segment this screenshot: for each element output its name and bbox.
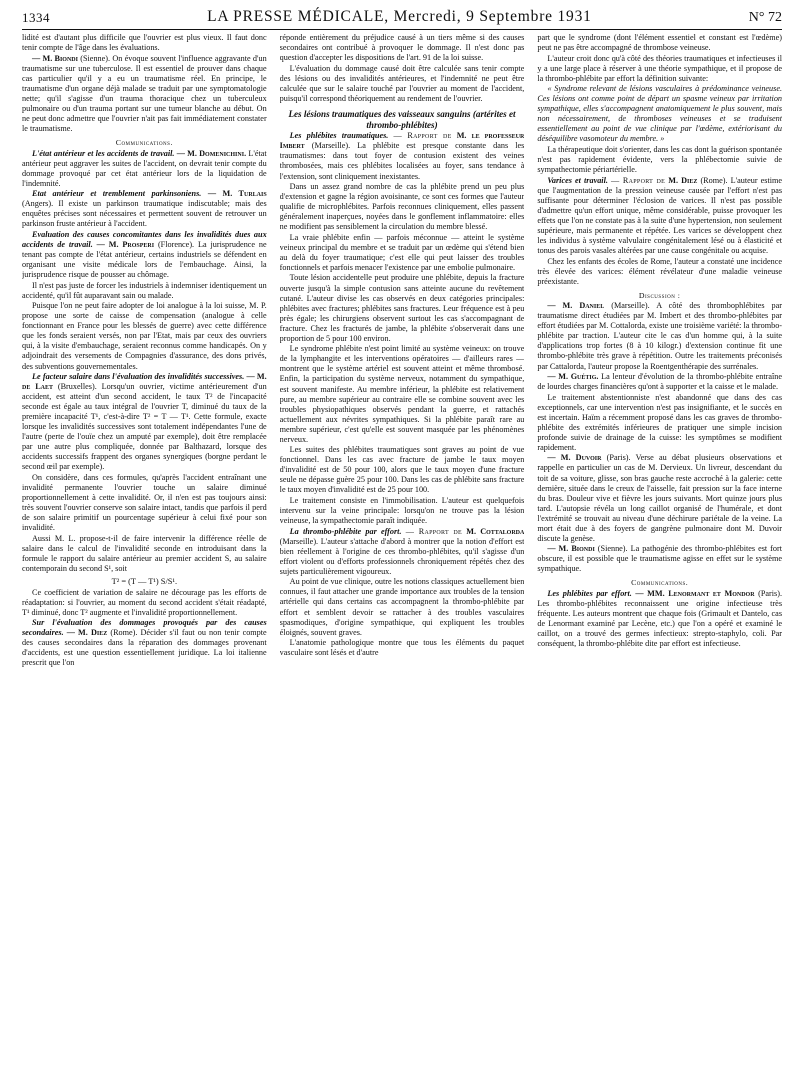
speaker: — M. Diez [66, 628, 108, 638]
section-title: L'état antérieur et les accidents de travail. [32, 148, 175, 158]
paragraph-text: (Sienne). On évoque souvent l'influence aggravante d'un traumatisme sur une tuberculose. Il est essentiel de prouver dans chaque cas particulier qu'il y a eu un traumatisme réel. En principe, le traumatisme d'un organe déjà malade se traduit par une symptomatologie nette; qu'il s'agisse d'un trauma thoracique chez un tuberculeux pulmonaire ou d'un trauma portant sur une tumeur blanche au début. On ne peut donc admettre que l'ouvrier n'ait pas fait immédiatement constater le traumatisme. [22, 53, 267, 133]
paragraph-text: (Rome). L'auteur estime que l'augmentation de la pression veineuse causée par l'effort n'est pas suffisante pour déterminer l'éclosion de varices. Il n'est pas possible d'admettre qu'un effort unique, même considérable, puisse provoquer les effets que l'on ne constate pas à la suite d'une hypertension, non seulement supérieure, mais permanente et répétée. Les varices se développent chez les individus à système valvulaire congénitalement lésé ou à élasticité et tonus des parois vasales altérées par une cause congénitale ou acquise. [537, 175, 783, 255]
speaker: — M. de Laet [22, 372, 267, 392]
paragraph [22, 149, 267, 189]
section-heading: Les lésions traumatiques des vaisseaux sanguins (artérites et thrombo-phlébites) [288, 108, 516, 130]
section-title: Varices et travail. [547, 175, 608, 185]
paragraph: Ce coefficient de variation de salaire ne décourage pas les efforts de réadaptation: si l'ouvrier, au moment du second accident s'était réadapté, T¹ diminué, donc T² augmente et l'invalidité proportionnellement. [22, 587, 267, 617]
paragraph [22, 618, 267, 668]
paragraph [537, 589, 782, 649]
section-title: Les phlébites par effort. [547, 589, 632, 599]
paragraph [537, 301, 782, 371]
paragraph [22, 230, 267, 280]
paragraph [537, 176, 782, 256]
rapport-label: — Rapport de [611, 175, 666, 185]
paragraph-text: (Bruxelles). Lorsqu'un ouvrier, victime antérieurement d'un accident, est atteint d'un second accident, le taux T² de l'incapacité seconde est égale au taux intégral de l'ouvrier T, diminué du taux de la première incapacité T¹, c'est-à-dire T² = T — T¹. Cette formule, exacte lorsque les invalidités successives sont totalement indépendantes l'une de l'autre (perte de l'ouïe chez un amputé par exemple), doit être remplacée par une autre plus compliquée, donnée par Balthazard, lorsque des accidents successifs frappent des organes synergiques (borgne perdant le second œil par exemple). [22, 382, 267, 472]
paragraph: Le traitement consiste en l'immobilisation. L'auteur est quelquefois intervenu sur la veine principale: lorsqu'on ne trouve pas la lésion veineuse, la sympathectomie paraît indiquée. [279, 496, 525, 526]
paragraph: Toute lésion accidentelle peut produire une phlébite, depuis la fracture ouverte jusqu'à la simple contusion sans atteinte aucune du revêtement cutané. L'auteur divise les cas observés en deux catégories principales: phlébites avec fractures; phlébites sans fractures. Leur fréquence est à peu près égale; les chirurgiens observent surtout les cas s'accompagnant de fracture. Chez les fracturés de jambe, la phlébite s'observerait dans une proportion de 5 pour 100 environ. [279, 273, 525, 343]
paragraph: réponde entièrement du préjudice causé à un tiers même si des causes secondaires ont contribué à provoquer le dommage. Il n'est donc pas question d'accepter les dispositions de l'art. 91 de la loi suisse. [279, 33, 525, 63]
paragraph-text: (Rome). Décider s'il faut ou non tenir compte des causes secondaires dans la réparation des dommages provenant d'accidents, est une question essentiellement juridique. La loi italienne prescrit que l'on [22, 628, 267, 668]
paragraph: Le traitement abstentionniste n'est abandonné que dans des cas exceptionnels, car une intervention n'est pas insignifiante, et le succès en est incertain. Haïm a récemment proposé dans les cas graves de thrombo-phlébite des extrémités inférieures de pratiquer une simple incision profonde suivie de drainage de la cuisse: les symptômes se modifient rapidement. [537, 392, 783, 452]
paragraph [537, 372, 782, 392]
speaker: M. Diez [668, 175, 698, 185]
paragraph: lidité est d'autant plus difficile que l'ouvrier est plus vieux. Il faut donc tenir compte de l'âge dans les évaluations. [22, 33, 267, 53]
speaker: — MM. Lenormant et Mondor [635, 589, 755, 599]
speaker: — M. Domenichini. [176, 148, 247, 158]
paragraph: L'anatomie pathologique montre que tous les éléments du paquet vasculaire sont lésés et d'autre [279, 638, 525, 658]
formula: T² = (T — T¹) S/S¹. [111, 576, 178, 586]
paragraph: L'auteur croit donc qu'à côté des théories traumatiques et infectieuses il y a une large place à réserver à une théorie sympathique, et il propose de la thrombo-phlébite par effort la définition suivante: [537, 53, 783, 83]
paragraph: Les suites des phlébites traumatiques sont graves au point de vue fonctionnel. Dans les cas avec fracture de jambe le taux moyen d'invalidité est de 50 pour 100, alors que le taux moyen d'une fracture seule ne dépasse guère 25 pour 100. Dans les cas de phlébite sans fracture le taux moyen d'invalidité est de 25 pour 100. [279, 445, 525, 495]
paragraph [537, 453, 782, 543]
paragraph: Chez les enfants des écoles de Rome, l'auteur a constaté une incidence très élevée des varices: élément révélateur d'une maladie veineuse préexistante. [537, 256, 783, 286]
column-3 [537, 33, 782, 1078]
paragraph [22, 54, 267, 134]
definition-quote: « Syndrome relevant de lésions vasculaires à prédominance veineuse. Ces lésions ont comme point de départ un spasme veineux par irritation sympathique, elles s'accompagnent anatomiquement le plus souvent, mais non nécessairement, de thromboses veineuses et se traduisent essentiellement au point de vue clinique par l'œdème, extériorisant du déséquilibre vasomoteur du membre. » [537, 84, 783, 144]
paragraph: Aussi M. L. propose-t-il de faire intervenir la différence réelle de salaire dans le calcul de l'invalidité seconde en introduisant dans la formule le rapport du salaire antérieur au premier accident S, au salaire contemporain du second S¹, soit [22, 533, 267, 573]
column-1 [22, 33, 267, 1078]
paragraph: Puisque l'on ne peut faire adopter de loi analogue à la loi suisse, M. P. propose une sorte de caisse de compensation (analogue à celle fonctionnant en France pour les blessés de guerre) avec cette différence que les fonds seraient versés, non par l'Etat, mais par ceux des ouvriers qui, à la visite d'embauchage, seraient reconnus comme handicapés. On y adjoindrait des versements de Compagnies d'assurance, des dons privés, des subventions gouvernementales. [22, 301, 267, 371]
paragraph-text: (Paris). Verse au débat plusieurs observations et rappelle en particulier un cas de M. Dervieux. Un livreur, descendant du toit de sa voiture, glisse, son bras gauche reste accroché à la galerie: cette dernière, située dans le creux de l'aisselle, fait pression sur la face interne du bras. Douleur vive et fièvre les jours suivants. Mort quinze jours plus tard. L'autopsie révéla un long caillot organisé de l'humérale, et dont l'extrémité se trouvait au niveau d'une déchirure pariétale de la veine. La mort était due à des foyers de gangrène pulmonaire dont M. Duvoir discute la genèse. [537, 453, 783, 543]
paragraph: part que le syndrome (dont l'élément essentiel et constant est l'œdème) peut ne pas être accompagné de thrombose veineuse. [537, 33, 783, 53]
section-label: Discussion : [638, 290, 681, 300]
paragraph-text: L'état antérieur peut aggraver les suites de l'accident, on devrait tenir compte du dommage provoqué par cet état antérieur lors de la liquidation de l'indemnité. [22, 148, 267, 188]
paragraph-text: (Florence). La jurisprudence ne tenant pas compte de l'état antérieur, certains industriels se défendent en organisant une visite médicale lors de l'embauchage. Ainsi, la jurisprudence risque de pousser au chômage. [22, 239, 267, 280]
paragraph: La thérapeutique doit s'orienter, dans les cas dont la guérison spontanée n'est pas rapidement évidente, vers la phlébectomie suivie de sympathectomie périartérielle. [537, 145, 783, 175]
speaker: M. le professeur Imbert [279, 131, 525, 151]
paragraph-text: (Sienne). La pathogénie des thrombo-phlébites est fort obscure, il est possible que le traumatisme agisse en effet sur le système sympathique. [537, 544, 783, 574]
section-title: La thrombo-phlébite par effort. [289, 526, 402, 536]
speaker: M. Cottalorda [466, 526, 525, 536]
paragraph: On considère, dans ces formules, qu'après l'accident entraînant une invalidité permanente l'ouvrier touche un salaire diminué proportionnellement à cette invalidité. Or, il n'en est pas toujours ainsi: très souvent l'ouvrier conserve son salaire intact, tandis que parfois il perd de son salaire primitif un pourcentage supérieur à celui fixé pour son invalidité. [22, 473, 267, 533]
section-title: Le facteur salaire dans l'évaluation des invalidités successives. [32, 372, 245, 382]
rapport-label: — Rapport de [393, 131, 452, 141]
section-title: Etat antérieur et tremblement parkinsoniens. [32, 189, 202, 199]
paragraph [537, 544, 782, 574]
text-columns [22, 33, 782, 1078]
page-header [22, 4, 782, 30]
paragraph-text: (Angers). Il existe un parkinson traumatique indiscutable; mais des enquêtes précises sont nécessaires et permettent souvent de retrouver un parkinson fruste antérieur à l'accident. [22, 199, 267, 229]
paragraph-text: (Marseille). L'auteur s'attache d'abord à montrer que la notion d'effort est bien réellement à l'origine de ces thrombo-phlébites, qu'il s'agisse d'un effort violent ou d'efforts professionnels chroniquement répétés chez des sujets particulièrement vigoureux. [279, 536, 525, 576]
section-label: Communications. [631, 578, 689, 588]
speaker: — M. Biondi [547, 544, 595, 554]
paragraph: Dans un assez grand nombre de cas la phlébite prend un peu plus d'extension et gagne la région avoisinante, ce sont ces formes que l'auteur qualifie de microphlébites. Parfois reconnues cliniquement, elles passent généralement inaperçues, noyées dans le gonflement inflammatoire: elles ne modifient pas sensiblement la circulation du membre blessé. [279, 182, 525, 232]
paragraph-text: La lenteur d'évolution de la thrombo-phlébite entraîne de lourdes charges financières qu'ont à supporter et la caisse et le malade. [537, 372, 783, 392]
rapport-label: — Rapport de [405, 526, 463, 536]
speaker: — M. Guétig. [547, 372, 599, 382]
speaker: — M. Prosperi [96, 239, 155, 249]
section-label: Communications. [115, 137, 173, 147]
speaker: — M. Biondi [32, 53, 78, 63]
page-number: 1334 [22, 10, 50, 25]
section-title: Sur l'évaluation des dommages provoqués par des causes secondaires. [22, 618, 267, 638]
speaker: — M. Turlais [207, 189, 267, 199]
section-title: Evaluation des causes concomitantes dans les invalidités dues aux accidents de travail. [22, 229, 267, 249]
section-title: Les phlébites traumatiques. [289, 131, 389, 141]
paragraph: Il n'est pas juste de forcer les industriels à indemniser identiquement un accidenté, qu'il fût auparavant sain ou malade. [22, 280, 267, 300]
speaker: — M. Duvoir [547, 453, 602, 463]
running-title: LA PRESSE MÉDICALE, Mercredi, 9 Septembre 1931 [207, 8, 592, 25]
paragraph [22, 189, 267, 229]
paragraph-text: (Marseille). A côté des thrombophlébites par traumatisme direct étudiées par M. Imbert et des thrombo-phlébites par effort étudiées par M. Cottalorda, existe une troisième variété: la thrombo-phlébite par traction. L'auteur cite le cas d'un homme qui, à la suite d'applications trop fortes (8 à 10 kilogr.) d'extension continue fit une thrombo-phlébite très grave à répétition. Outre les traitements préconisés par Cattalorda, l'auteur propose la Roentgenthérapie des surrénales. [537, 301, 783, 371]
paragraph [280, 131, 525, 181]
paragraph: L'évaluation du dommage causé doit être calculée sans tenir compte des lésions ou des invalidités antérieures, et l'indemnité ne peut être calculée que sur le salaire touché par l'ouvrier au moment de l'accident, puisqu'il correspond théoriquement au rendement de l'ouvrier. [279, 63, 525, 103]
paragraph: Le syndrome phlébite n'est point limité au système veineux: on trouve de la lymphangite et les interventions opératoires — d'ailleurs rares — montrent que le système artériel est souvent atteint et même thrombosé. Enfin, la participation du système nerveux, notamment du sympathique, est souvent manifeste. Au membre inférieur, la phlébite est relativement pure, au membre supérieur au contraire elle se combine souvent avec les troubles physiopathiques observés pendant la guerre, et rattachés actuellement aux névrites sympathiques. Si la phlébite paraît rare au membre supérieur, c'est qu'elle est souvent masquée par les phénomènes nerveux. [279, 344, 525, 444]
issue-number: N° 72 [748, 10, 782, 25]
column-2 [280, 33, 525, 1078]
paragraph-text: (Marseille). La phlébite est presque constante dans les traumatismes: dans tout foyer de contusion existent des veines thrombosées, mais ces phlébites localisées au foyer, sans tendance à l'extension, sont cliniquement inexistantes. [279, 141, 525, 181]
paragraph: Au point de vue clinique, outre les notions classiques actuellement bien connues, il faut attacher une grande importance aux troubles de la tension artérielle qui dans certains cas accompagnent la thrombo-phlébite par effort et semblent devoir se rattacher à des troubles vasculaires spasmodiques, d'origine sympathique, qui expliquent les troubles éloignés, souvent graves. [279, 577, 525, 637]
paragraph [22, 372, 267, 472]
paragraph-text: (Paris). Les thrombo-phlébites reconnaissent une origine infectieuse très fréquente. Les auteurs montrent que chaque fois (Grimault et Dantelo, cas de Lenormant examiné par Lecène, etc.) que l'on a opéré et examiné le caillot, on a trouvé des germes infectieux: strepto-staphylo, coli. Par conséquent, la thrombo-phlébite dite par effort est infectieuse. [537, 589, 783, 649]
paragraph: La vraie phlébite enfin — parfois méconnue — atteint le système veineux principal du membre et se traduit par un œdème qui s'étend bien au delà du foyer traumatique; c'est elle qui peut laisser des troubles fonctionnels et parfois menacer l'existence par une embolie pulmonaire. [279, 232, 525, 272]
speaker: — M. Daniel [547, 301, 605, 311]
paragraph [280, 527, 525, 577]
